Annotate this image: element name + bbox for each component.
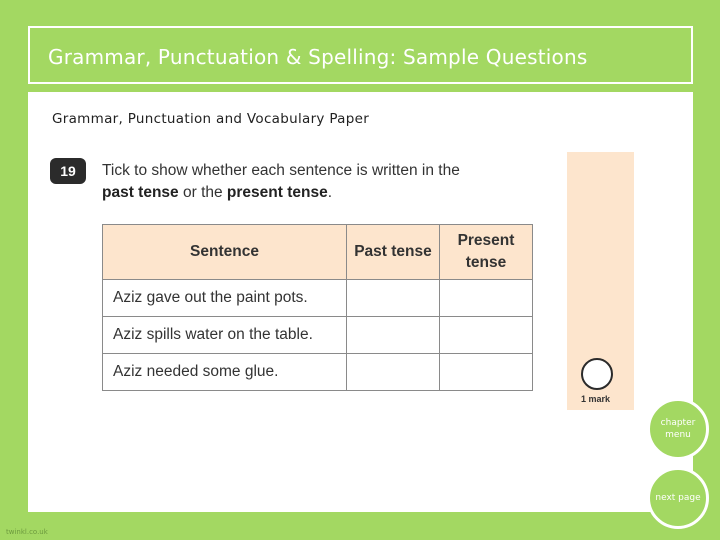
marks-column [567,152,634,410]
question-text-line1: Tick to show whether each sentence is written in the [102,162,460,179]
question-text-line2 [102,184,332,202]
next-page-button[interactable] [647,467,709,529]
header-sentence: Sentence [103,225,347,280]
past-tick-cell[interactable] [347,317,440,354]
paper-title: Grammar, Punctuation and Vocabulary Paper [52,111,370,127]
content-panel [28,92,693,512]
brand-footer: twinkl.co.uk [6,528,48,536]
present-tense-emphasis: present tense [226,184,328,201]
title-bar [28,26,693,84]
mark-circle [581,358,613,390]
past-tick-cell[interactable] [347,280,440,317]
present-tick-cell[interactable] [440,354,533,391]
table-header-row [103,225,533,280]
next-page-label: next page [655,493,701,503]
header-past-tense: Past tense [347,225,440,280]
sentence-cell: Aziz needed some glue. [103,354,347,391]
sentence-cell: Aziz gave out the paint pots. [103,280,347,317]
page-title: Grammar, Punctuation & Spelling: Sample Questions [48,45,588,69]
tense-table [102,224,533,391]
question-number-badge: 19 [50,158,86,184]
table-row [103,280,533,317]
chapter-menu-button[interactable] [647,398,709,460]
table-row [103,354,533,391]
past-tense-emphasis: past tense [102,184,179,201]
present-tick-cell[interactable] [440,317,533,354]
question-text-connector: or the [178,184,227,201]
mark-label: 1 mark [581,394,611,404]
sentence-cell: Aziz spills water on the table. [103,317,347,354]
present-tick-cell[interactable] [440,280,533,317]
table-row [103,317,533,354]
past-tick-cell[interactable] [347,354,440,391]
chapter-menu-label: chapter menu [660,418,696,440]
question-text-end: . [327,184,333,201]
header-present-tense: Present tense [440,225,533,280]
